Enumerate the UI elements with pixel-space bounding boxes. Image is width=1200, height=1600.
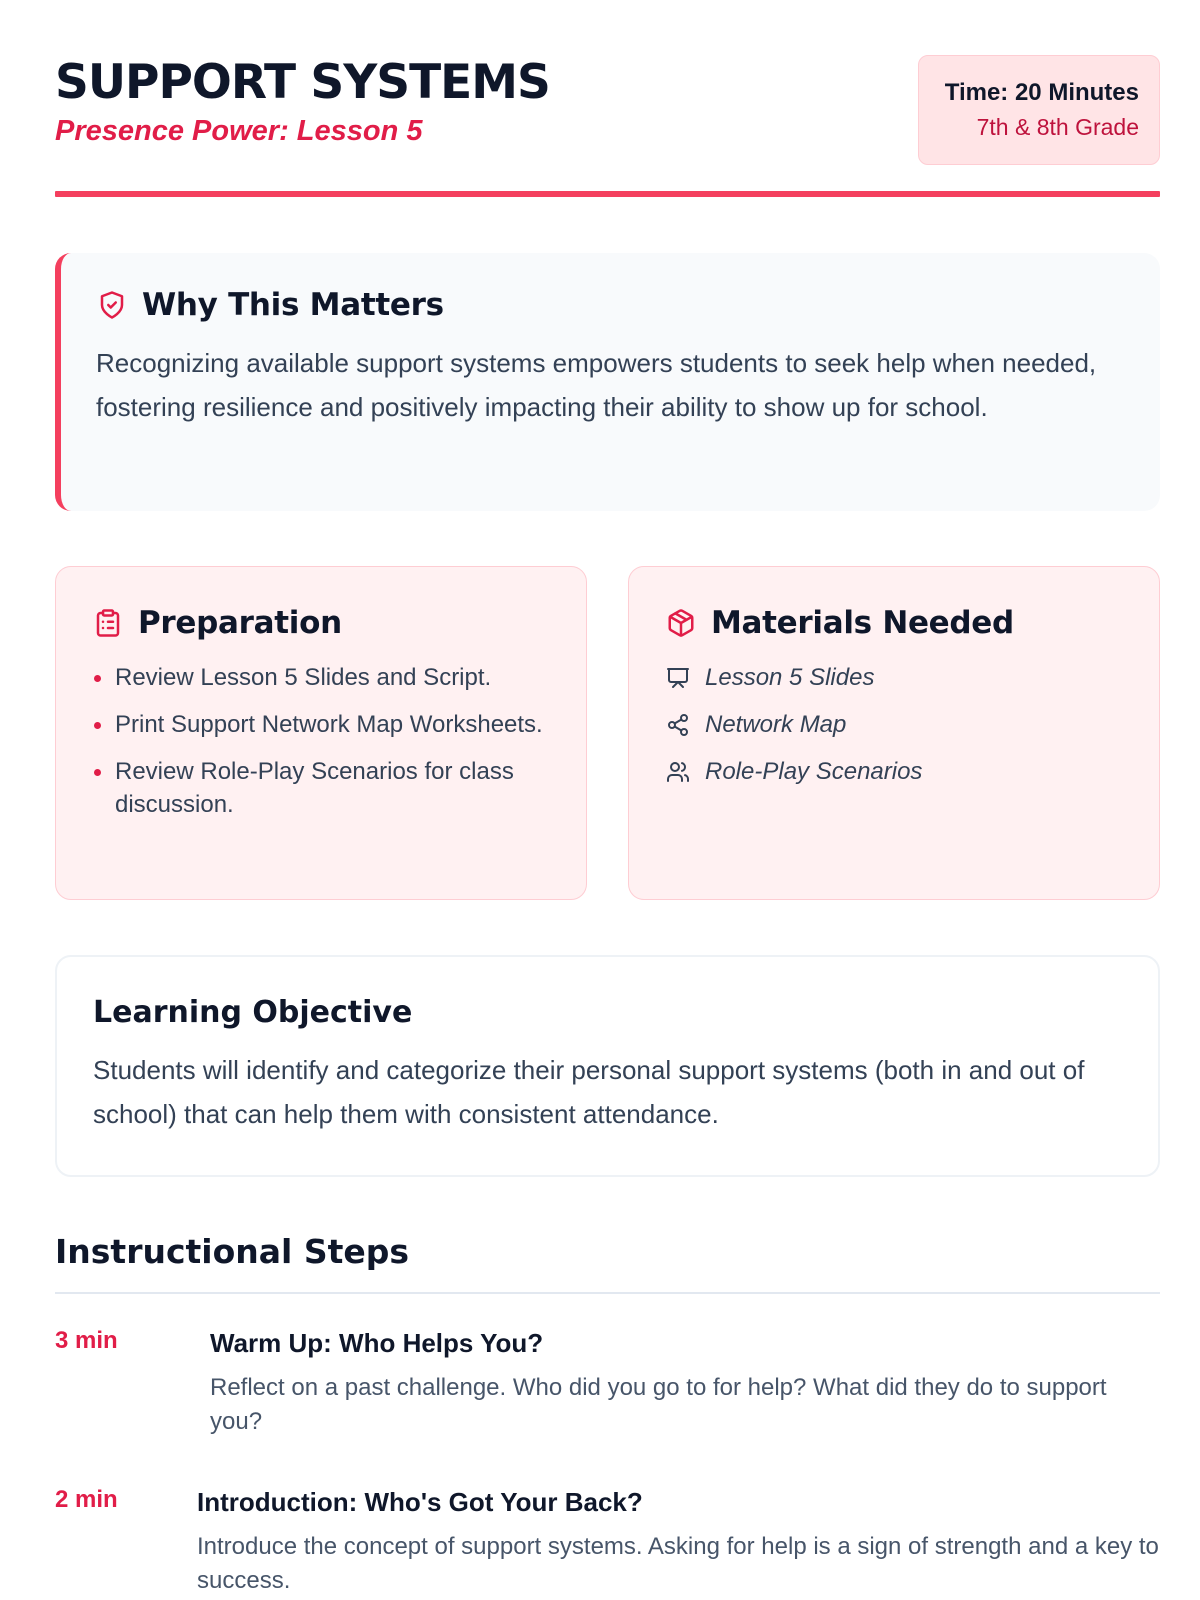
- materials-list: [665, 661, 1123, 788]
- preparation-heading: Preparation: [138, 605, 342, 641]
- preparation-list: [92, 661, 550, 821]
- header-divider: [55, 191, 1160, 197]
- material-label: Lesson 5 Slides: [705, 664, 875, 691]
- lesson-subtitle: Presence Power: Lesson 5: [55, 115, 423, 147]
- list-item: Print Support Network Map Worksheets.: [92, 708, 550, 741]
- why-heading: Why This Matters: [142, 287, 444, 323]
- instructional-step: [55, 1484, 1160, 1600]
- list-item: Review Lesson 5 Slides and Script.: [92, 661, 550, 694]
- time-label: Time: 20 Minutes: [944, 79, 1139, 106]
- time-grade-badge: [918, 55, 1160, 165]
- list-item: [665, 661, 1123, 694]
- shield-check-icon: [96, 289, 128, 321]
- material-label: Network Map: [705, 711, 847, 738]
- step-title: Introduction: Who's Got Your Back?: [197, 1487, 643, 1517]
- share-network-icon: [665, 712, 691, 738]
- grade-label: 7th & 8th Grade: [976, 114, 1139, 140]
- learning-objective-card: [55, 955, 1160, 1177]
- step-duration: 2 min: [55, 1486, 118, 1513]
- presentation-icon: [665, 665, 691, 691]
- lesson-header: [55, 55, 1160, 200]
- why-this-matters-card: [55, 253, 1160, 511]
- materials-heading: Materials Needed: [711, 605, 1014, 641]
- step-text: Reflect on a past challenge. Who did you go to for help? What did they do to support you?: [210, 1374, 1107, 1435]
- objective-heading: Learning Objective: [93, 995, 413, 1030]
- page-title: SUPPORT SYSTEMS: [55, 55, 550, 110]
- preparation-card: [55, 566, 587, 900]
- list-item: [665, 708, 1123, 741]
- users-icon: [665, 759, 691, 785]
- step-title: Warm Up: Who Helps You?: [210, 1328, 544, 1358]
- steps-heading: Instructional Steps: [55, 1232, 410, 1271]
- list-item: [665, 755, 1123, 788]
- materials-card: [628, 566, 1160, 900]
- clipboard-list-icon: [92, 607, 124, 639]
- material-label: Role-Play Scenarios: [705, 758, 923, 785]
- steps-divider: [55, 1292, 1160, 1294]
- objective-text: Students will identify and categorize their personal support systems (both in and out of school) that can help them with consistent attendance.: [93, 1055, 1085, 1129]
- package-icon: [665, 607, 697, 639]
- instructional-step: [55, 1325, 1160, 1445]
- step-duration: 3 min: [55, 1327, 118, 1354]
- step-text: Introduce the concept of support systems. Asking for help is a sign of strength and a key to success.: [197, 1533, 1159, 1594]
- list-item: Review Role-Play Scenarios for class discussion.: [92, 755, 550, 821]
- why-text: Recognizing available support systems empowers students to seek help when needed, fostering resilience and positively impacting their ability to show up for school.: [96, 348, 1097, 422]
